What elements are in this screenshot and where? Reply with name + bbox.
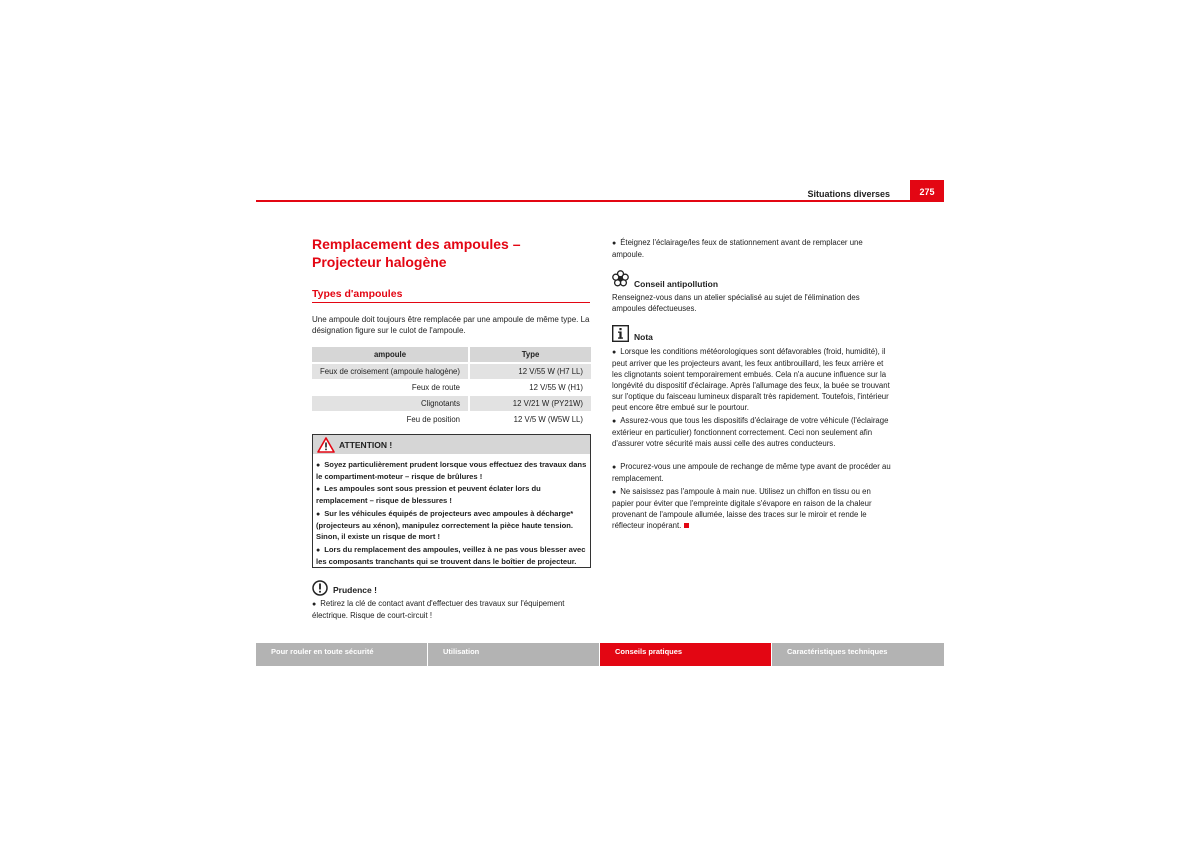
nota-item-text: Assurez-vous que tous les dispositifs d'éclairage de votre véhicule (l'éclairage extérieur en particulier) fonctionnent correctement. Ceci non seulement afin d'assurer votre sécurité mais aussi celle des autres conducteurs. (612, 416, 889, 448)
attention-item-text: Sur les véhicules équipés de projecteurs avec ampoules à décharge* (projecteurs au xénon), manipulez correctement la pièce haute tension. Sinon, il existe un risque de mort ! (316, 509, 574, 541)
table-cell-type: 12 V/55 W (H7 LL) (469, 363, 591, 380)
bullet-icon: ● (312, 601, 317, 608)
attention-box (312, 434, 591, 568)
tab-technical-specs[interactable]: Caractéristiques techniques (772, 643, 944, 666)
attention-item (316, 459, 588, 482)
nota-item (612, 415, 892, 449)
prudence-text (312, 598, 594, 621)
attention-item-text: Les ampoules sont sous pression et peuvent éclater lors du remplacement – risque de blessures ! (316, 484, 541, 505)
nota-item-text: Procurez-vous une ampoule de rechange de même type avant de procéder au remplacement. (612, 462, 891, 483)
bullet-icon: ● (316, 547, 321, 554)
section-name: Situations diverses (807, 189, 890, 199)
bullet-icon: ● (316, 511, 321, 518)
nota-title: Nota (634, 332, 653, 342)
parking-lights-item (612, 237, 892, 260)
table-cell-type: 12 V/55 W (H1) (469, 380, 591, 396)
eco-tip-text: Renseignez-vous dans un atelier spécialisé au sujet de l'élimination des ampoules défectueuses. (612, 293, 860, 313)
prudence-title: Prudence ! (333, 585, 377, 595)
section-end-mark (684, 523, 689, 528)
attention-header (313, 435, 590, 454)
table-row (312, 363, 591, 380)
attention-item-text: Soyez particulièrement prudent lorsque vous effectuez des travaux dans le compartiment-moteur – risque de brûlures ! (316, 460, 587, 481)
section-subtitle: Types d'ampoules (312, 288, 590, 303)
tab-safety[interactable]: Pour rouler en toute sécurité (256, 643, 427, 666)
column-header-bulb: ampoule (312, 347, 469, 363)
attention-item (316, 483, 588, 506)
page-title: Remplacement des ampoules – Projecteur halogène (312, 236, 521, 270)
table-cell-bulb: Feux de croisement (ampoule halogène) (312, 363, 469, 380)
nota-item (612, 346, 892, 413)
column-header-type: Type (469, 347, 591, 363)
table-cell-type: 12 V/21 W (PY21W) (469, 396, 591, 412)
table-cell-bulb: Clignotants (312, 396, 469, 412)
exclamation-circle-icon (312, 580, 328, 596)
table-row (312, 396, 591, 412)
intro-paragraph: Une ampoule doit toujours être remplacée par une ampoule de même type. La désignation figure sur le culot de l'ampoule. (312, 315, 590, 335)
table-cell-bulb: Feu de position (312, 412, 469, 428)
header-rule (256, 200, 944, 202)
attention-item (316, 544, 588, 567)
nota-item (612, 461, 892, 484)
page-number: 275 (910, 180, 944, 201)
prudence-text-body: Retirez la clé de contact avant d'effectuer des travaux sur l'équipement électrique. Risque de court-circuit ! (312, 599, 565, 620)
bullet-icon: ● (316, 462, 321, 469)
nota-item (612, 486, 892, 531)
info-icon (612, 325, 629, 342)
attention-item-text: Lors du remplacement des ampoules, veillez à ne pas vous blesser avec les composants tranchants qui se trouvent dans le boîtier de projecteur. (316, 545, 586, 566)
bullet-icon: ● (612, 489, 617, 496)
bullet-icon: ● (612, 240, 617, 247)
tab-practical-tips[interactable]: Conseils pratiques (600, 643, 771, 666)
bullet-icon: ● (316, 486, 321, 493)
bulb-types-table (312, 347, 591, 428)
parking-lights-text: Éteignez l'éclairage/les feux de stationnement avant de remplacer une ampoule. (612, 238, 863, 259)
tab-usage[interactable]: Utilisation (428, 643, 599, 666)
table-cell-bulb: Feux de route (312, 380, 469, 396)
nota-item-text: Ne saisissez pas l'ampoule à main nue. Utilisez un chiffon en tissu ou en papier pour éviter que l'empreinte digitale s'évapore en raison de la chaleur provenant de l'ampoule allumée, laisse des traces sur le miroir et rende le réflecteur inopérant. (612, 487, 872, 530)
table-row (312, 412, 591, 428)
warning-triangle-icon (317, 437, 335, 453)
flower-icon (612, 270, 629, 287)
table-row (312, 380, 591, 396)
table-header-row (312, 347, 591, 363)
bullet-icon: ● (612, 418, 617, 425)
bullet-icon: ● (612, 349, 617, 356)
attention-title: ATTENTION ! (339, 440, 393, 450)
bullet-icon: ● (612, 464, 617, 471)
attention-item (316, 508, 588, 542)
nota-item-text: Lorsque les conditions météorologiques sont défavorables (froid, humidité), il peut arriver que les projecteurs avant, les feux antibrouillard, les feux arrière et les clignotants soient temporairement embués. Cela n'a aucune influence sur la longévité du dispositif d'éclairage. Après l'allumage des feux, la buée se trouvant sur l'optique du faisceau lumineux disparaît très rapidement. Toutefois, l'intérieur peut encore être embué sur le pourtour. (612, 347, 890, 412)
table-cell-type: 12 V/5 W (W5W LL) (469, 412, 591, 428)
eco-tip-title: Conseil antipollution (634, 279, 719, 289)
